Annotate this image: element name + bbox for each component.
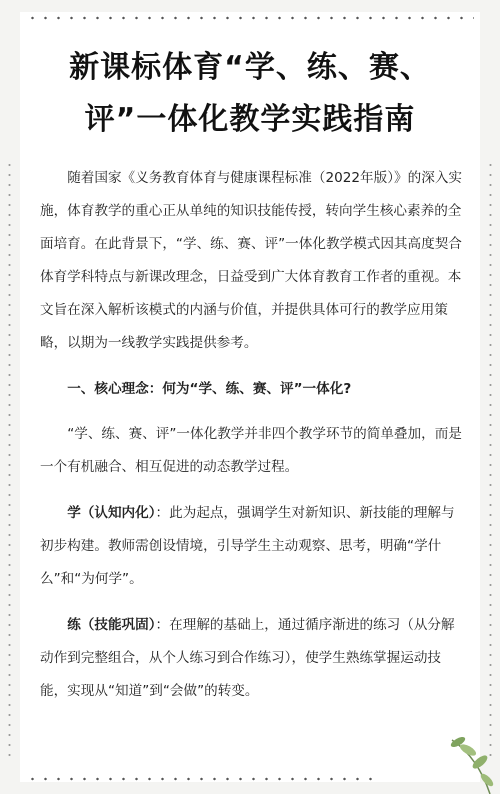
section-heading: 一、核心理念：何为“学、练、赛、评”一体化? [67, 381, 352, 397]
practice-text: ：在理解的基础上，通过循序渐进的练习（从分解动作到完整组合，从个人练习到合作练习），使学生熟练掌握运动技能，实现从“知道”到“会做”的转变。 [40, 617, 455, 699]
learn-paragraph [40, 497, 466, 596]
learn-text: ：此为起点，强调学生对新知识、新技能的理解与初步构建。教师需创设情境，引导学生主动观察、思考，明确“学什么”和“为何学”。 [40, 505, 455, 587]
title-line-2: 评”一体化教学实践指南 [84, 102, 416, 137]
left-dotted-border [8, 160, 11, 760]
practice-paragraph [40, 609, 466, 708]
right-dotted-border [489, 160, 492, 760]
learn-label: 学（认知内化） [67, 505, 156, 521]
top-dotted-border [26, 16, 474, 20]
document-title [30, 42, 470, 146]
practice-label: 练（技能巩固） [67, 617, 156, 633]
leaf-decoration-icon [430, 700, 500, 794]
bottom-dotted-border [26, 777, 380, 781]
intro-paragraph: 随着国家《义务教育体育与健康课程标准（2022年版）》的深入实施，体育教学的重心正从单纯的知识技能传授，转向学生核心素养的全面培育。在此背景下，“学、练、赛、评”一体化教学模式因其高度契合体育学科特点与新课改理念，日益受到广大体育教育工作者的重视。本文旨在深入解析该模式的内涵与价值，并提供具体可行的教学应用策略，以期为一线教学实践提供参考。 [40, 170, 463, 351]
section-paragraph: “学、练、赛、评”一体化教学并非四个教学环节的简单叠加，而是一个有机融合、相互促进的动态教学过程。 [40, 426, 462, 475]
document-body [40, 162, 466, 721]
title-line-1: 新课标体育“学、练、赛、 [69, 50, 431, 85]
